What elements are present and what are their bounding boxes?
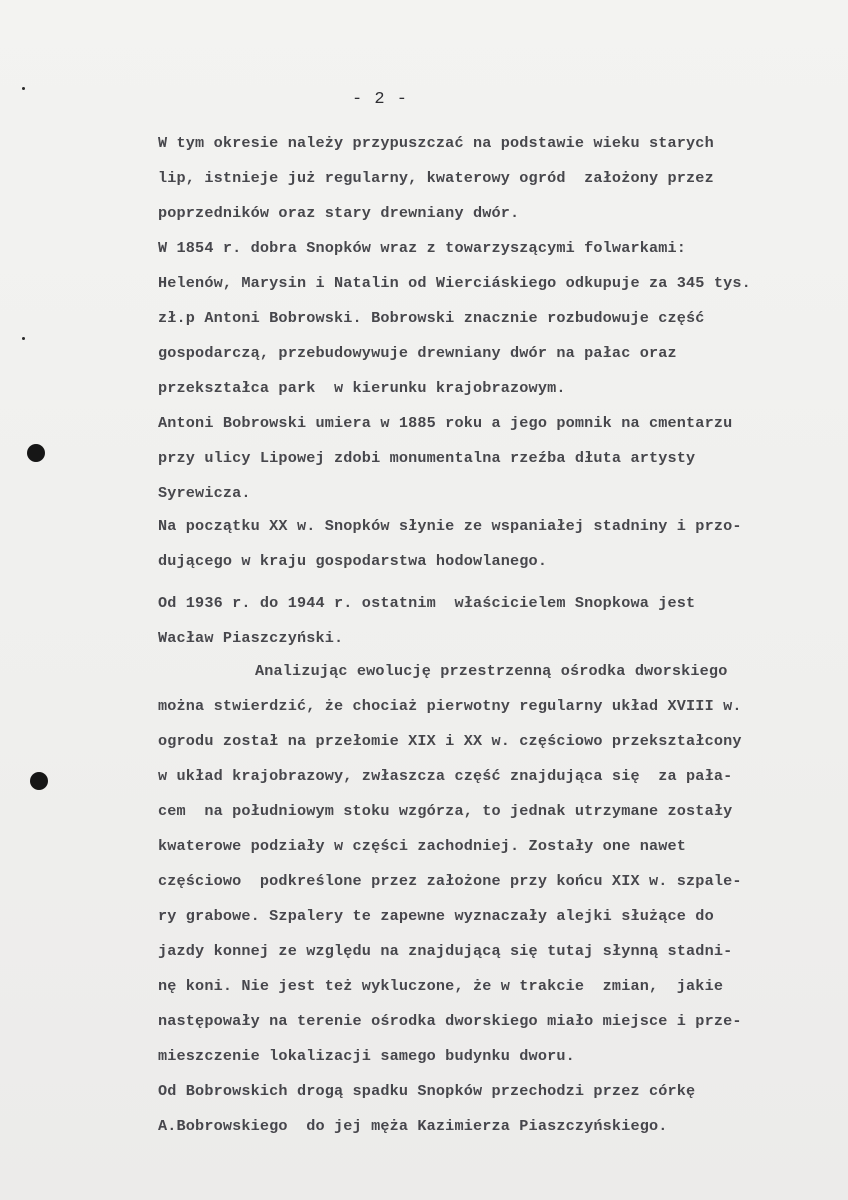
text-line: kwaterowe podziały w części zachodniej. Zostały one nawet: [158, 837, 687, 855]
text-line: mieszczenie lokalizacji samego budynku dworu.: [158, 1047, 575, 1065]
text-line: Wacław Piaszczyński.: [158, 629, 344, 647]
text-line: zł.p Antoni Bobrowski. Bobrowski znacznie rozbudowuje część: [158, 309, 705, 327]
page-number: - 2 -: [352, 90, 409, 109]
binder-hole-bottom: [30, 772, 48, 790]
text-line: W tym okresie należy przypuszczać na podstawie wieku starych: [158, 134, 714, 152]
text-line: następowały na terenie ośrodka dworskiego miało miejsce i prze-: [158, 1012, 742, 1030]
text-line: dującego w kraju gospodarstwa hodowlanego.: [158, 552, 548, 570]
text-line: Analizując ewolucję przestrzenną ośrodka dworskiego: [255, 662, 728, 680]
text-line: Syrewicza.: [158, 484, 251, 502]
text-line: przy ulicy Lipowej zdobi monumentalna rzeźba dłuta artysty: [158, 449, 696, 467]
punch-mark: [22, 87, 25, 90]
text-line: W 1854 r. dobra Snopków wraz z towarzyszącymi folwarkami:: [158, 239, 687, 257]
text-line: gospodarczą, przebudowywuje drewniany dwór na pałac oraz: [158, 344, 677, 362]
text-line: Od 1936 r. do 1944 r. ostatnim właścicielem Snopkowa jest: [158, 594, 696, 612]
text-line: nę koni. Nie jest też wykluczone, że w trakcie zmian, jakie: [158, 977, 724, 995]
punch-mark: [22, 337, 25, 340]
text-line: ogrodu został na przełomie XIX i XX w. częściowo przekształcony: [158, 732, 742, 750]
text-line: ry grabowe. Szpalery te zapewne wyznaczały alejki służące do: [158, 907, 714, 925]
text-line: A.Bobrowskiego do jej męża Kazimierza Piaszczyńskiego.: [158, 1117, 668, 1135]
text-line: przekształca park w kierunku krajobrazowym.: [158, 379, 566, 397]
text-line: częściowo podkreślone przez założone przy końcu XIX w. szpale-: [158, 872, 742, 890]
text-line: Helenów, Marysin i Natalin od Wierciáskiego odkupuje za 345 tys.: [158, 274, 751, 292]
text-line: poprzedników oraz stary drewniany dwór.: [158, 204, 520, 222]
text-line: Od Bobrowskich drogą spadku Snopków przechodzi przez córkę: [158, 1082, 696, 1100]
text-line: lip, istnieje już regularny, kwaterowy ogród założony przez: [158, 169, 714, 187]
text-line: Antoni Bobrowski umiera w 1885 roku a jego pomnik na cmentarzu: [158, 414, 733, 432]
binder-hole-top: [27, 444, 45, 462]
text-line: jazdy konnej ze względu na znajdującą się tutaj słynną stadni-: [158, 942, 733, 960]
text-line: cem na południowym stoku wzgórza, to jednak utrzymane zostały: [158, 802, 733, 820]
text-line: Na początku XX w. Snopków słynie ze wspaniałej stadniny i przo-: [158, 517, 742, 535]
text-line: w układ krajobrazowy, zwłaszcza część znajdująca się za pała-: [158, 767, 733, 785]
text-line: można stwierdzić, że chociaż pierwotny regularny układ XVIII w.: [158, 697, 742, 715]
